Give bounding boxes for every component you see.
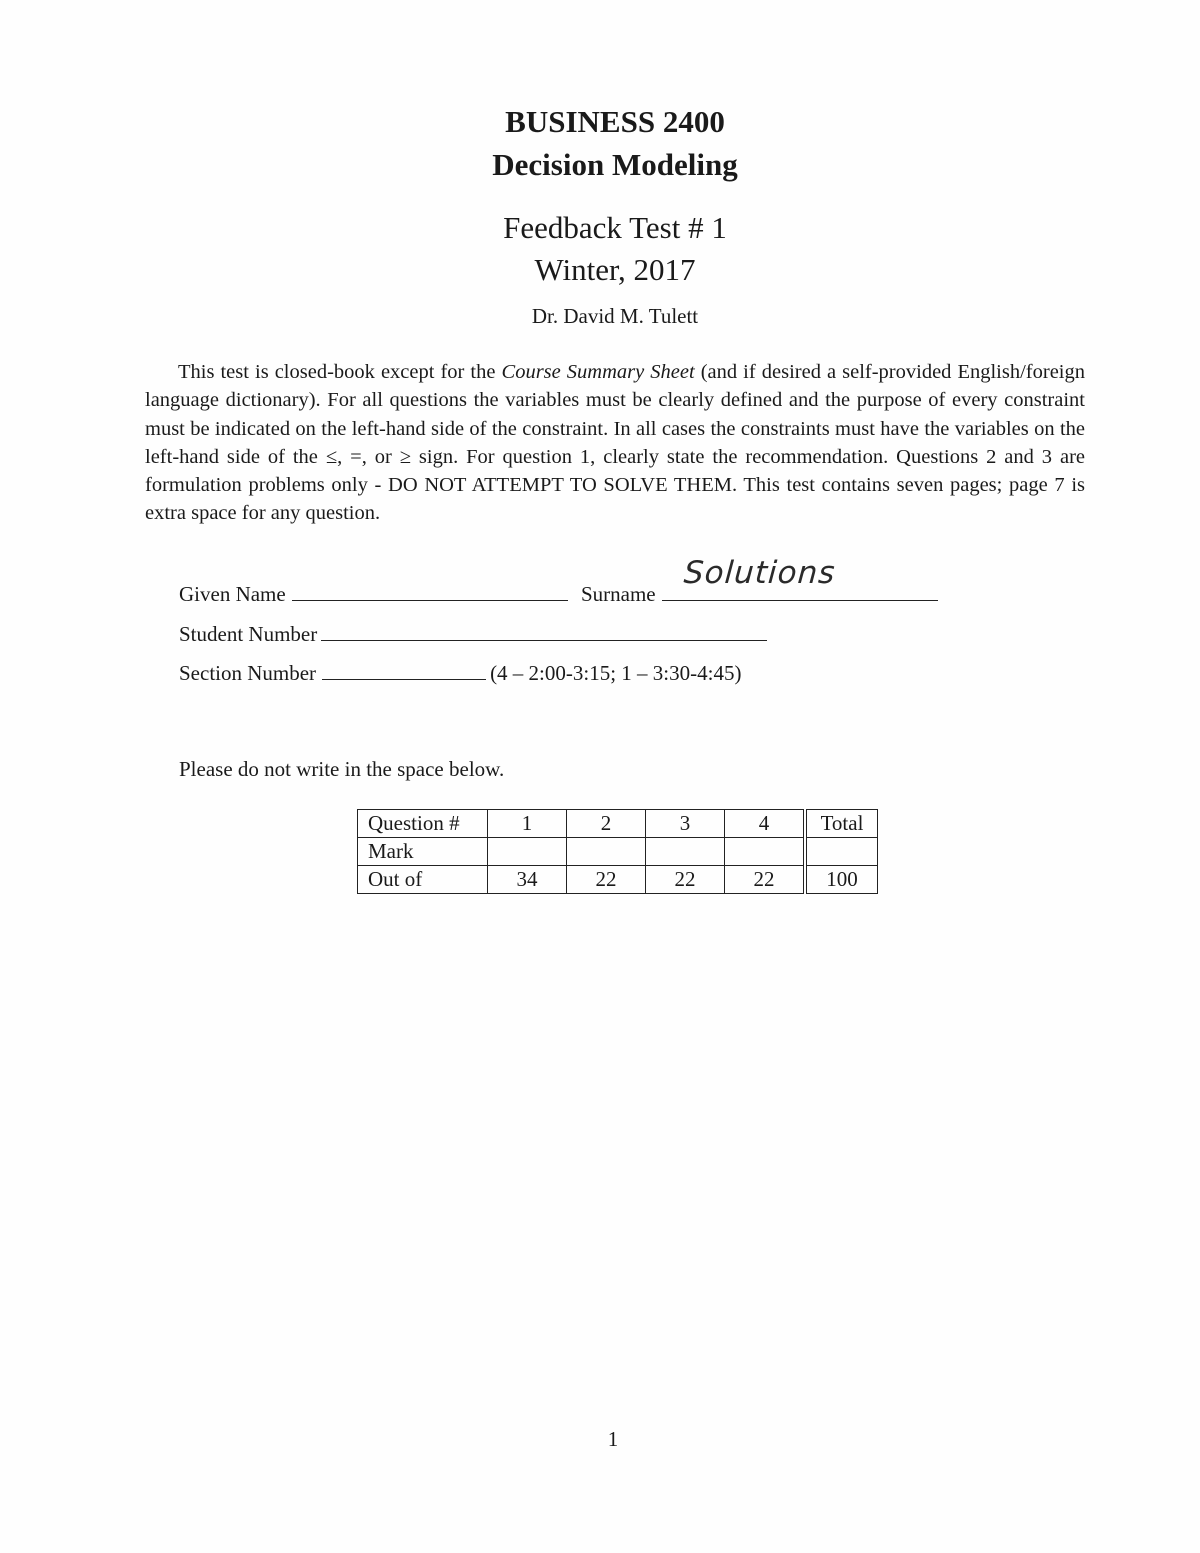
out-of-cell-q4: 22 [725, 866, 806, 894]
surname-handwritten-value: Solutions [682, 555, 837, 591]
out-of-label-cell: Out of [358, 866, 488, 894]
section-times-hint: (4 – 2:00-3:15; 1 – 3:30-4:45) [490, 661, 742, 685]
instructions-text-2: (and if desired a self-provided English/foreign language dictionary). For all questions the variables must be clearly defined and the purpose of every constraint must be indicated on the left-hand side of the constraint. In all cases the constraints must have the variables on the left-hand side of the ≤, =, or ≥ sign. For question 1, clearly state the recommendation. Questions 2 and 3 are formulation problems only - DO NOT ATTEMPT TO SOLVE THEM. This test contains seven pages; page 7 is extra space for any question. [145, 361, 1085, 525]
table-row-out-of [358, 866, 878, 894]
table-row-mark [358, 838, 878, 866]
out-of-cell-q1: 34 [488, 866, 567, 894]
test-title: Feedback Test # 1 [503, 210, 727, 245]
header-cell-q1: 1 [488, 810, 567, 838]
given-name-label: Given Name [179, 582, 286, 606]
table-row-header [358, 810, 878, 838]
mark-cell-q1 [488, 838, 567, 866]
term: Winter, 2017 [534, 252, 696, 287]
page-number: 1 [607, 1427, 619, 1451]
header-cell-total: Total [805, 810, 878, 838]
student-number-field[interactable] [321, 622, 767, 641]
out-of-cell-q2: 22 [567, 866, 646, 894]
given-name-field[interactable] [292, 582, 568, 601]
header-cell-q2: 2 [567, 810, 646, 838]
instructions-emphasis: Course Summary Sheet [501, 361, 695, 383]
section-number-row [179, 661, 741, 686]
course-code: BUSINESS 2400 [505, 104, 725, 139]
surname-label: Surname [580, 582, 656, 606]
mark-cell-q4 [725, 838, 806, 866]
mark-cell-q3 [646, 838, 725, 866]
instructions-text-1: This test is closed-book except for the [178, 361, 502, 383]
student-number-label: Student Number [179, 622, 318, 646]
student-number-row [179, 622, 767, 647]
header-cell-question: Question # [358, 810, 488, 838]
section-number-field[interactable] [322, 661, 486, 680]
marks-table [357, 809, 878, 894]
section-number-label: Section Number [179, 661, 317, 685]
instructions-paragraph [145, 358, 1085, 528]
mark-cell-total [805, 838, 878, 866]
mark-label-cell: Mark [358, 838, 488, 866]
course-name: Decision Modeling [492, 147, 738, 182]
header-cell-q4: 4 [725, 810, 806, 838]
surname-field[interactable] [662, 555, 938, 601]
name-row [179, 555, 938, 607]
header-cell-q3: 3 [646, 810, 725, 838]
mark-cell-q2 [567, 838, 646, 866]
out-of-cell-q3: 22 [646, 866, 725, 894]
do-not-write-note: Please do not write in the space below. [179, 757, 505, 781]
out-of-cell-total: 100 [805, 866, 878, 894]
instructor: Dr. David M. Tulett [531, 304, 699, 328]
